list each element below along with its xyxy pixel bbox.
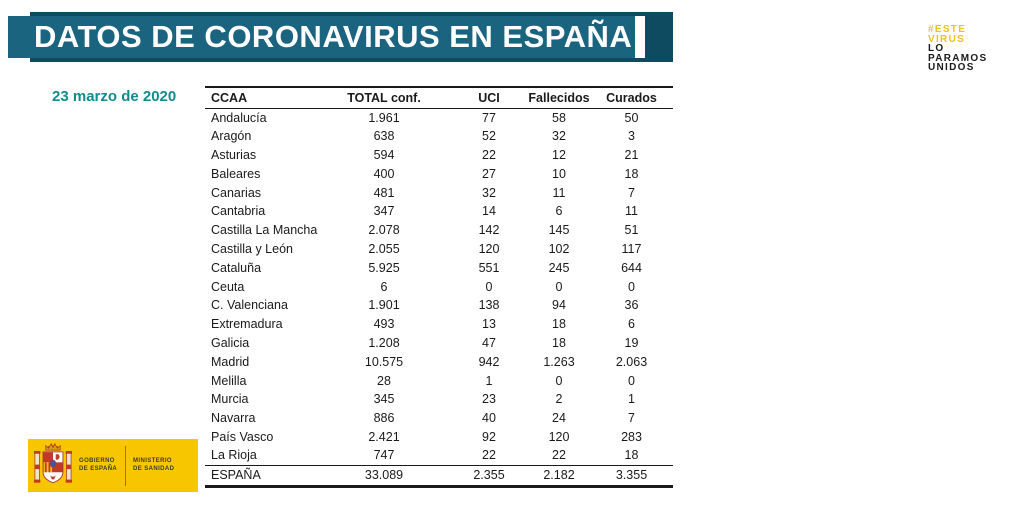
total-value-cell: 2.355 [473,468,505,483]
logo-divider [125,446,126,486]
campaign-line: LO [928,43,945,54]
total-value-cell: 2.182 [543,468,575,483]
table-row [205,446,673,465]
value-cell: 22 [482,147,496,162]
value-cell: 28 [377,373,391,388]
value-cell: 14 [482,204,496,219]
ministerio-label [133,458,181,473]
value-cell: 0 [628,373,635,388]
ccaa-cell: Castilla y León [211,241,293,256]
gobierno-line2: DE ESPAÑA [79,465,118,472]
ccaa-cell: La Rioja [211,448,257,463]
value-cell: 21 [624,147,639,162]
ccaa-cell: Cataluña [211,260,262,275]
value-cell: 18 [552,317,566,332]
ccaa-cell: Canarias [211,185,262,200]
value-cell: 481 [373,185,395,200]
value-cell: 2 [555,392,563,407]
table-footer [205,465,673,486]
value-cell: 2.055 [368,241,400,256]
table-row [205,258,673,277]
value-cell: 2.421 [368,429,400,444]
ccaa-cell: Madrid [211,354,250,369]
table-row [205,146,673,165]
table-row [205,390,673,409]
value-cell: 638 [373,129,395,144]
value-cell: 11 [552,185,566,200]
date-label: 23 marzo de 2020 [52,88,177,105]
value-cell: 102 [548,241,570,256]
ccaa-cell: Aragón [211,129,252,144]
value-cell: 18 [624,166,639,181]
table-body [205,108,673,465]
value-cell: 94 [552,298,566,313]
value-cell: 2.078 [368,223,400,238]
covid-table-container [205,86,673,488]
table-header-row [205,87,673,108]
value-cell: 283 [621,429,642,444]
value-cell: 27 [482,166,496,181]
value-cell: 10.575 [364,354,404,369]
ccaa-cell: C. Valenciana [211,298,288,313]
value-cell: 23 [482,392,496,407]
ccaa-cell: Andalucía [211,110,267,125]
value-cell: 145 [548,223,570,238]
value-cell: 1 [628,392,635,407]
value-cell: 40 [482,411,496,426]
value-cell: 493 [373,317,395,332]
total-label-cell: ESPAÑA [211,468,261,483]
ccaa-cell: Extremadura [211,317,283,332]
value-cell: 0 [555,279,563,294]
value-cell: 594 [373,147,395,162]
value-cell: 18 [552,335,566,350]
value-cell: 22 [552,448,566,463]
value-cell: 120 [548,429,570,444]
value-cell: 1 [485,373,493,388]
table-row [205,202,673,221]
value-cell: 2.063 [615,354,648,369]
value-cell: 92 [482,429,496,444]
table-row [205,277,673,296]
value-cell: 400 [373,166,395,181]
value-cell: 0 [555,373,563,388]
campaign-badge [928,25,1008,73]
value-cell: 142 [478,223,500,238]
ministerio-line1: MINISTERIO [133,458,173,464]
covid-data-table [205,86,673,488]
table-row [205,296,673,315]
value-cell: 50 [624,110,639,125]
value-cell: 11 [625,204,638,219]
table-row [205,127,673,146]
value-cell: 6 [628,317,635,332]
value-cell: 58 [552,110,566,125]
table-row [205,221,673,240]
ccaa-cell: Castilla La Mancha [211,223,318,238]
column-header: Curados [606,90,657,105]
value-cell: 117 [621,241,642,256]
value-cell: 10 [552,166,566,181]
value-cell: 347 [373,204,395,219]
value-cell: 551 [478,260,500,275]
column-header: Fallecidos [528,90,590,105]
ccaa-cell: Navarra [211,411,256,426]
value-cell: 942 [478,354,500,369]
value-cell: 22 [482,448,496,463]
value-cell: 32 [482,185,496,200]
campaign-line: PARAMOS [928,52,988,64]
table-row [205,315,673,334]
value-cell: 24 [552,411,566,426]
table-row [205,164,673,183]
ccaa-cell: Galicia [211,335,250,350]
page-title: DATOS DE CORONAVIRUS EN ESPAÑA [34,19,633,54]
gobierno-logo [28,439,198,492]
column-header: TOTAL conf. [347,90,421,105]
ccaa-cell: Baleares [211,166,261,181]
value-cell: 51 [624,223,639,238]
table-row [205,334,673,353]
value-cell: 886 [373,411,395,426]
table-row [205,371,673,390]
table-row [205,108,673,127]
column-header: CCAA [211,90,248,105]
column-header: UCI [478,90,500,105]
ccaa-cell: Ceuta [211,279,245,294]
ccaa-cell: Murcia [211,392,249,407]
table-row [205,183,673,202]
campaign-line: #ESTE [928,24,967,35]
value-cell: 36 [624,298,639,313]
title-banner [8,16,645,58]
table-header [205,87,673,108]
value-cell: 0 [628,279,635,294]
value-cell: 138 [478,298,500,313]
ccaa-cell: Asturias [211,147,257,162]
value-cell: 1.901 [368,298,400,313]
table-row [205,240,673,259]
value-cell: 245 [548,260,570,275]
ministerio-line2: DE SANIDAD [133,465,175,472]
campaign-line: UNIDOS [928,62,975,73]
value-cell: 13 [482,317,496,332]
value-cell: 1.961 [368,110,400,125]
value-cell: 7 [628,411,635,426]
value-cell: 1.208 [368,335,400,350]
spain-coat-of-arms-icon [33,442,73,489]
value-cell: 1.263 [543,354,575,369]
value-cell: 47 [482,335,496,350]
campaign-line: VIRUS [928,33,966,45]
ccaa-cell: Cantabria [211,204,266,219]
value-cell: 32 [552,129,566,144]
gobierno-line1: GOBIERNO [79,458,115,464]
value-cell: 6 [380,279,388,294]
value-cell: 5.925 [368,260,400,275]
total-value-cell: 33.089 [364,468,404,483]
value-cell: 52 [482,129,496,144]
value-cell: 12 [552,147,566,162]
value-cell: 747 [373,448,395,463]
ccaa-cell: País Vasco [211,429,274,444]
value-cell: 6 [555,204,563,219]
value-cell: 18 [624,448,639,463]
table-total-row [205,465,673,486]
total-value-cell: 3.355 [615,468,648,483]
ccaa-cell: Melilla [211,373,247,388]
table-row [205,428,673,447]
value-cell: 644 [621,260,642,275]
table-row [205,409,673,428]
value-cell: 3 [628,129,635,144]
table-row [205,352,673,371]
value-cell: 19 [624,335,639,350]
value-cell: 77 [482,110,496,125]
value-cell: 7 [628,185,635,200]
value-cell: 120 [478,241,500,256]
gobierno-label [79,458,121,473]
value-cell: 0 [485,279,493,294]
value-cell: 345 [373,392,395,407]
